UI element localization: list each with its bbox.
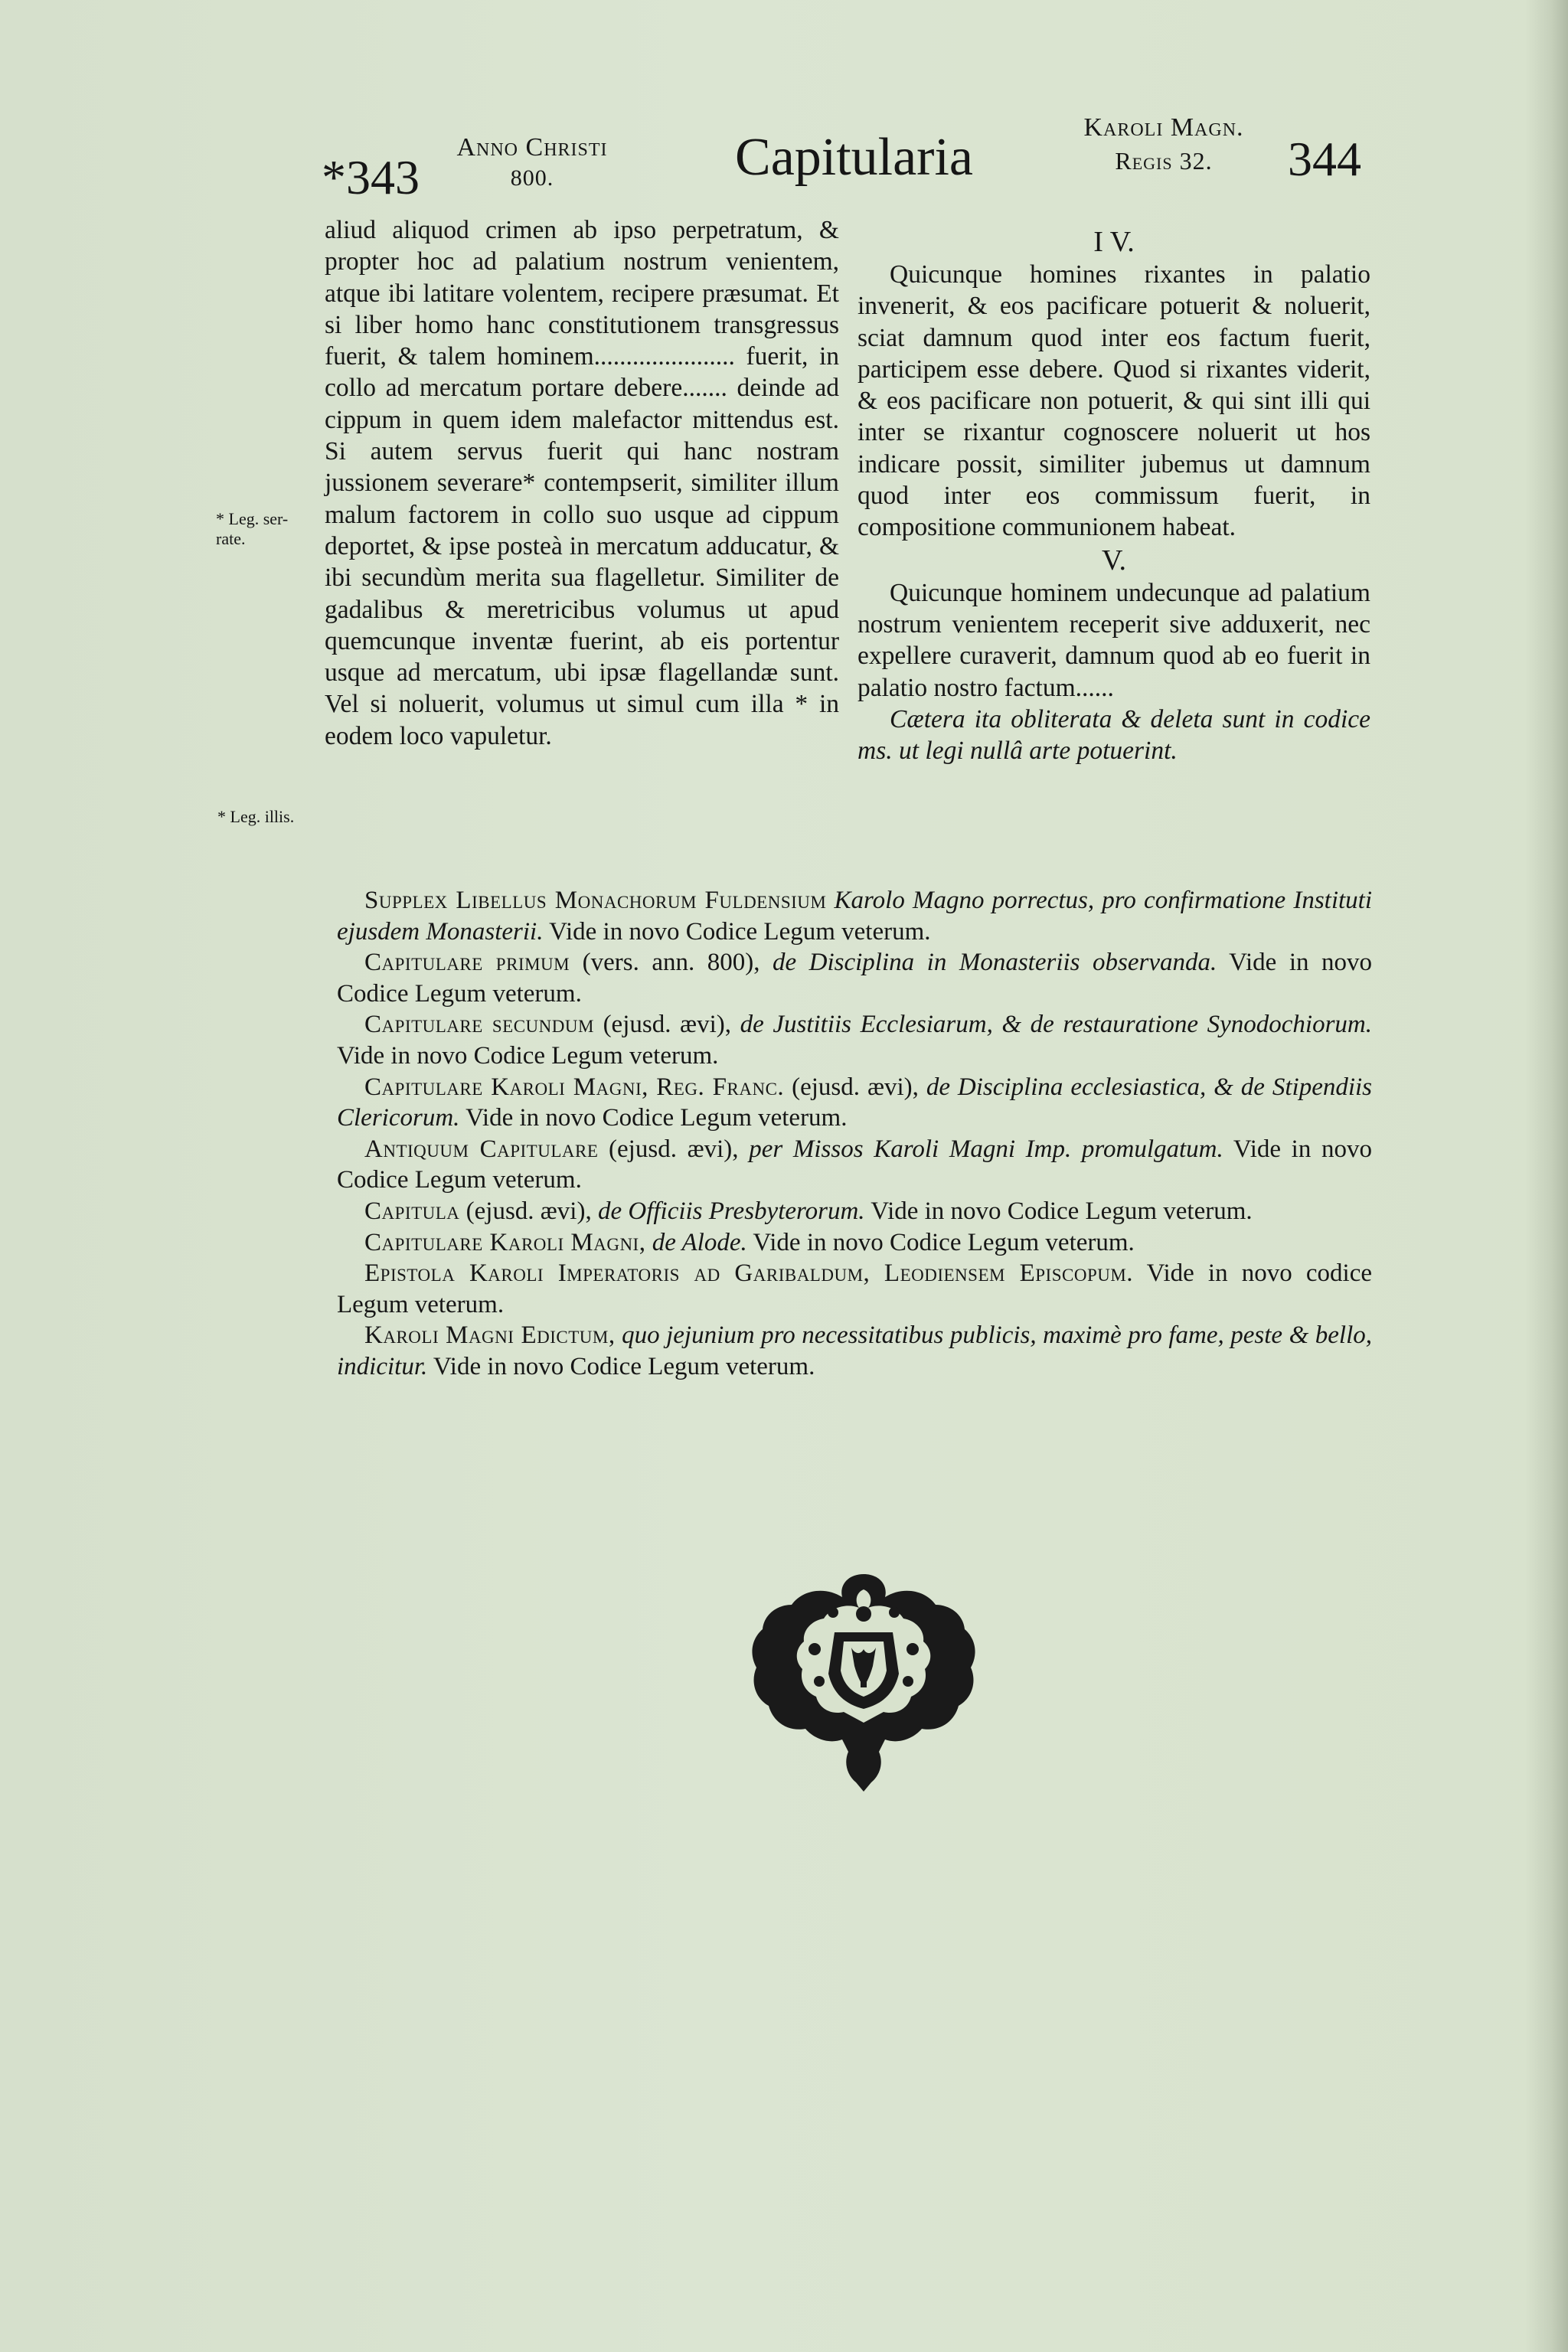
list-item: Capitulare secundum (ejusd. ævi), de Justitiis Ecclesiarum, & de restauratione Synodochiorum. Vide in novo Codice Legum veterum. [337,1011,1373,1070]
editor-note: Cætera ita obliterata & deleta sunt in codice ms. ut legi nullâ arte potuerint. [858,704,1370,766]
capitularia-list [337,885,1372,1383]
section-heading-v: V. [1101,544,1127,577]
anno-line-1: Anno Christi [456,133,608,162]
list-item: Epistola Karoli Imperatoris ad Garibaldum, Leodiensem Episcopum. Vide in novo codice Legum veterum. [337,1259,1372,1318]
anno-christi-header [429,135,635,190]
karoli-header [1057,115,1271,173]
section-heading-iv: I V. [1093,226,1135,258]
karoli-line-2: Regis 32. [1115,147,1213,175]
right-column [858,225,1370,766]
list-item: Supplex Libellus Monachorum Fuldensium Karolo Magno porrectus, pro confirmatione Instituti ejusdem Monasterii. Vide in novo Codice Legum veterum. [337,887,1373,946]
section-iv-text: Quicunque homines rixantes in palatio invenerit, & eos pacificare potuerit & noluerit, sciat damnum quod inter eos factum fuerit, participem esse debere. Quod si rixantes viderit, & eos pacificare non potuerit, & qui sint illi qui inter se rixantur cognoscere noluerit ut hos indicare possit, similiter jubemus ut damnum quod inter eos commissum fuerit, in compositione communionem habeat. [858,260,1370,542]
section-v-text: Quicunque hominem undecunque ad palatium nostrum venientem receperit sive adduxerit, nec expellere curaverit, damnum quod ab eo fuerit in palatio nostro factum...... [858,578,1370,702]
list-item: Antiquum Capitulare (ejusd. ævi), per Missos Karoli Magni Imp. promulgatum. Vide in novo Codice Legum veterum. [337,1135,1373,1194]
list-item: Karoli Magni Edictum, quo jejunium pro necessitatibus publicis, maximè pro fame, peste & bello, indicitur. Vide in novo Codice Legum veterum. [337,1321,1373,1380]
list-item: Capitula (ejusd. ævi), de Officiis Presbyterorum. Vide in novo Codice Legum veterum. [364,1197,1253,1225]
list-item: Capitulare Karoli Magni, Reg. Franc. (ejusd. ævi), de Disciplina ecclesiastica, & de Stipendiis Clericorum. Vide in novo Codice Legum veterum. [337,1073,1373,1132]
margin-note-1: * Leg. ser-rate. [216,509,289,548]
karoli-line-1: Karoli Magn. [1083,113,1244,142]
margin-note-2: * Leg. illis. [217,807,295,826]
list-item: Capitulare Karoli Magni, de Alode. Vide in novo Codice Legum veterum. [364,1228,1135,1256]
page-number-left: *343 [322,150,420,204]
page-title: Capitularia [735,128,974,187]
left-column [325,214,839,752]
anno-line-2: 800. [510,165,554,191]
left-column-text: aliud aliquod crimen ab ipso perpetratum, & propter hoc ad palatium nostrum venientem, atque ibi latitare volentem, recipere præsumat. Et si liber homo hanc constitutionem transgressus fuerit, & talem hominem...................... fuerit, in collo ad mercatum portare debere....... deinde ad cippum in quem idem malefactor mittendus est. Si autem servus fuerit qui hanc nostram jussionem severare* contempserit, similiter illum malum factorem in collo suo usque ad cippum deportet, & ipse posteà in mercatum adducatur, & ibi secundùm merita sua flagelletur. Similiter de gadalibus & meretricibus volumus ut apud quemcunque inventæ fuerint, ab eis portentur usque ad mercatum, ubi ipsæ flagellandæ sunt. Vel si noluerit, volumus ut simul cum illa * in eodem loco vapuletur. [325,216,839,750]
list-item: Capitulare primum (vers. ann. 800), de Disciplina in Monasteriis observanda. Vide in novo Codice Legum veterum. [337,949,1373,1008]
floral-ornament-icon [741,1559,986,1804]
page-number-right: 344 [1288,132,1361,186]
page-edge-shadow [1525,0,1568,2352]
